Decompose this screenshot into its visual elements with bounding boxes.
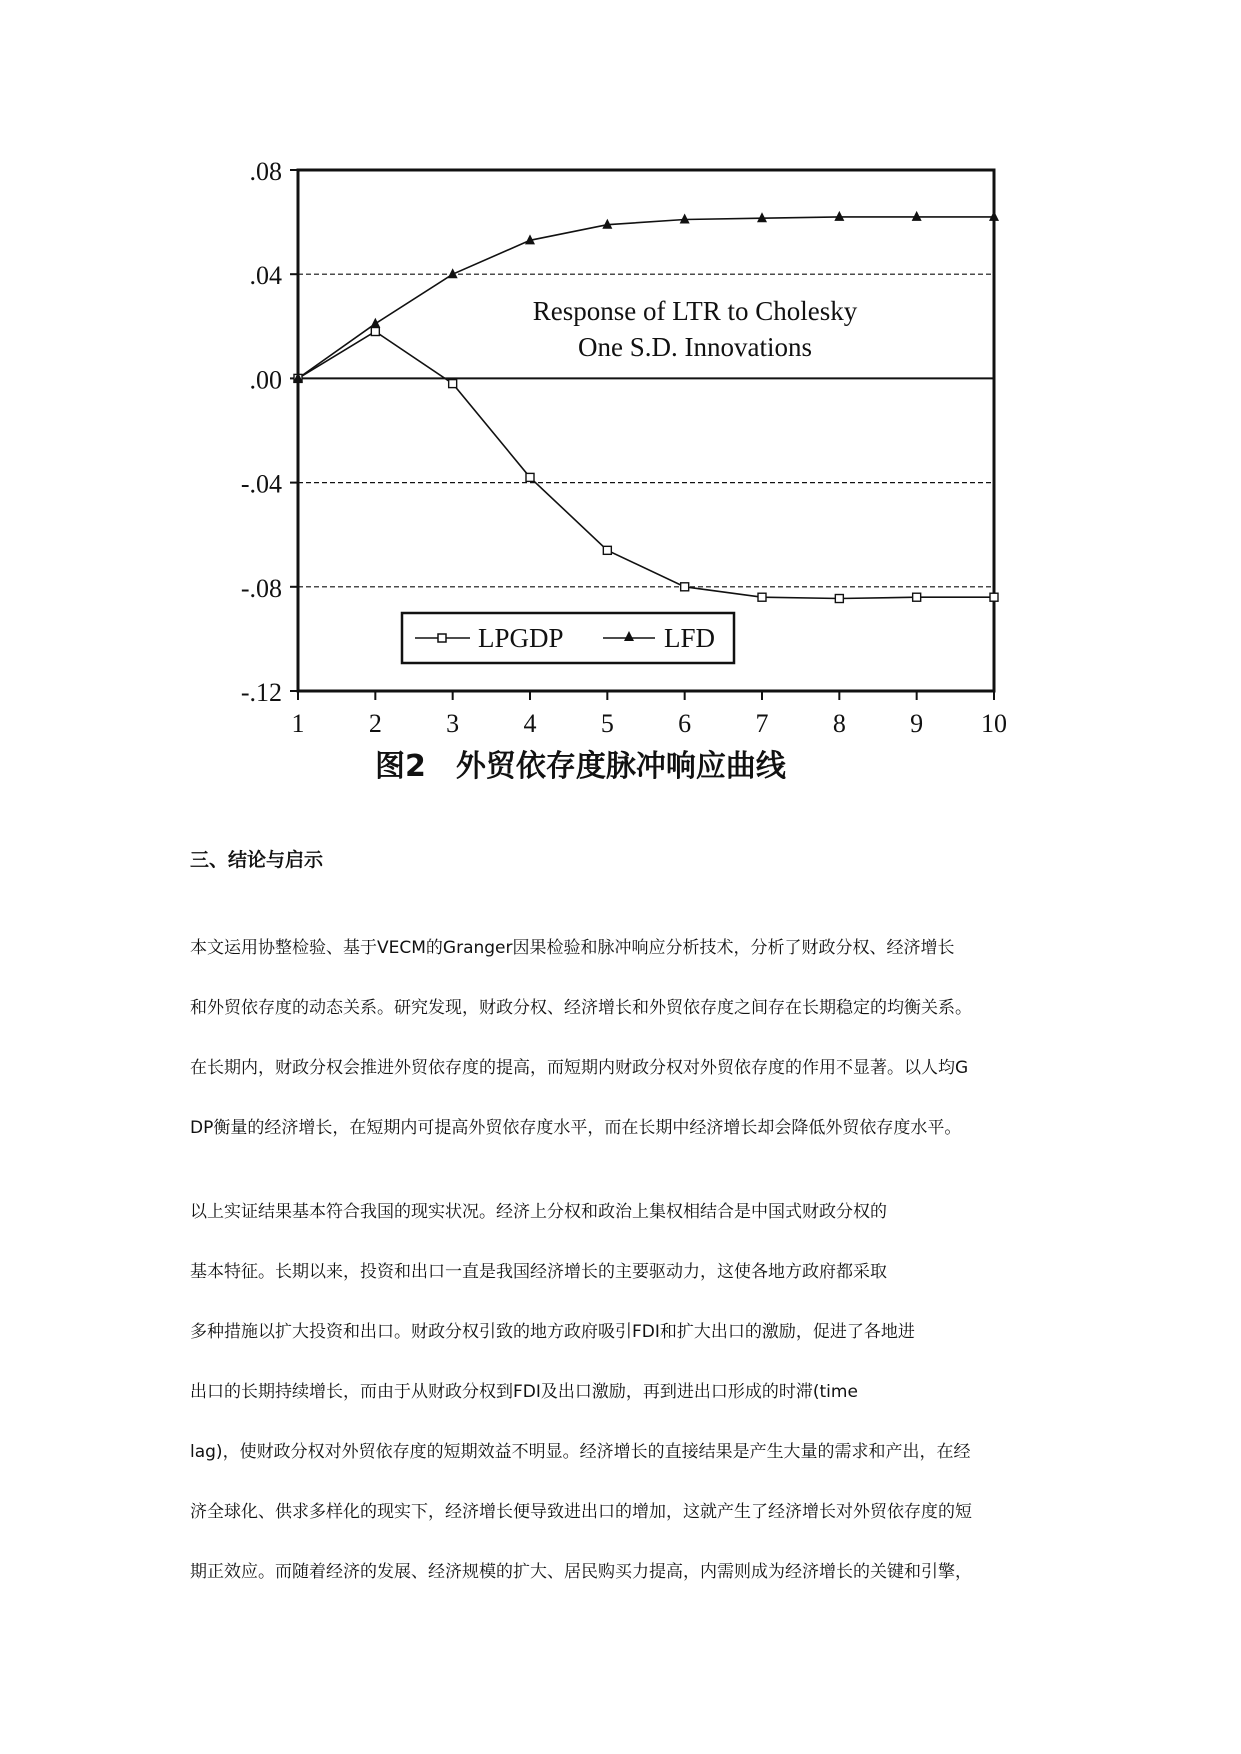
figure-caption: 图2 外贸依存度脉冲响应曲线 [375,749,786,784]
data-point-lfd [370,318,380,328]
x-tick-label: 6 [678,709,692,738]
data-point-lpgdp [913,593,921,601]
chart-title-line-1: Response of LTR to Cholesky [532,296,858,326]
paragraph-line: DP衡量的经济增长，在短期内可提高外贸依存度水平，而在长期中经济增长却会降低外贸依存度水平。 [190,1118,962,1138]
paragraph-line: 以上实证结果基本符合我国的现实状况。经济上分权和政治上集权相结合是中国式财政分权的 [190,1202,887,1222]
paragraph-line: 本文运用协整检验、基于VECM的Granger因果检验和脉冲响应分析技术，分析了财政分权、经济增长 [190,938,955,958]
paragraph-2 [190,1182,1060,1602]
y-tick-label: .00 [249,365,282,395]
data-point-lpgdp [681,583,689,591]
y-tick-label: -.12 [240,678,282,707]
data-point-lpgdp [603,546,611,554]
paragraph-line: 基本特征。长期以来，投资和出口一直是我国经济增长的主要驱动力，这使各地方政府都采取 [190,1262,887,1282]
legend-lpgdp-label: LPGDP [478,623,564,653]
data-point-lfd [989,211,999,221]
x-tick-label: 8 [832,709,846,738]
y-tick-label: .04 [249,261,282,291]
paragraph-line: 多种措施以扩大投资和出口。财政分权引致的地方政府吸引FDI和扩大出口的激励，促进了各地进 [190,1322,915,1342]
x-tick-label: 9 [910,709,924,738]
data-point-lpgdp [449,380,457,388]
data-point-lpgdp [526,473,534,481]
data-point-lfd [912,211,922,221]
paragraph-line: 期正效应。而随着经济的发展、经济规模的扩大、居民购买力提高，内需则成为经济增长的关键和引擎， [190,1562,972,1582]
data-point-lfd [680,213,690,223]
data-point-lpgdp [835,595,843,603]
y-tick-label: -.08 [240,573,282,603]
series-markers [293,211,999,603]
data-point-lpgdp [758,593,766,601]
y-tick-label: -.04 [240,469,282,499]
series-line-lpgdp [298,332,994,599]
y-axis-tick-labels [241,157,282,707]
paragraph-line: 出口的长期持续增长，而由于从财政分权到FDI及出口激励，再到进出口形成的时滞(time [190,1382,858,1402]
paragraph-1 [190,918,1060,1158]
paragraph-line: lag)，使财政分权对外贸依存度的短期效益不明显。经济增长的直接结果是产生大量的需求和产出，在经 [190,1442,971,1462]
x-tick-label: 3 [446,709,460,738]
x-tick-label: 1 [291,709,305,738]
impulse-response-chart [0,0,1241,800]
data-point-lpgdp [990,593,998,601]
x-tick-label: 2 [368,709,382,738]
section-heading: 三、结论与启示 [190,849,324,871]
paragraph-line: 和外贸依存度的动态关系。研究发现，财政分权、经济增长和外贸依存度之间存在长期稳定的均衡关系。 [190,998,972,1018]
x-tick-label: 10 [981,709,1007,738]
legend-lpgdp-marker [438,634,446,642]
x-tick-label: 7 [755,709,769,738]
x-tick-label: 4 [523,709,537,738]
data-point-lfd [834,211,844,221]
chart-title-line-2: One S.D. Innovations [578,332,812,362]
paragraph-line: 济全球化、供求多样化的现实下，经济增长便导致进出口的增加，这就产生了经济增长对外贸依存度的短 [190,1502,972,1522]
x-axis-tick-labels [292,709,1008,738]
data-point-lfd [757,212,767,222]
x-tick-label: 5 [600,709,614,738]
paragraph-line: 在长期内，财政分权会推进外贸依存度的提高，而短期内财政分权对外贸依存度的作用不显著。以人均G [190,1058,969,1078]
data-point-lpgdp [371,328,379,336]
y-tick-label: .08 [249,157,282,186]
legend [402,613,734,663]
legend-lfd-label: LFD [664,623,716,653]
